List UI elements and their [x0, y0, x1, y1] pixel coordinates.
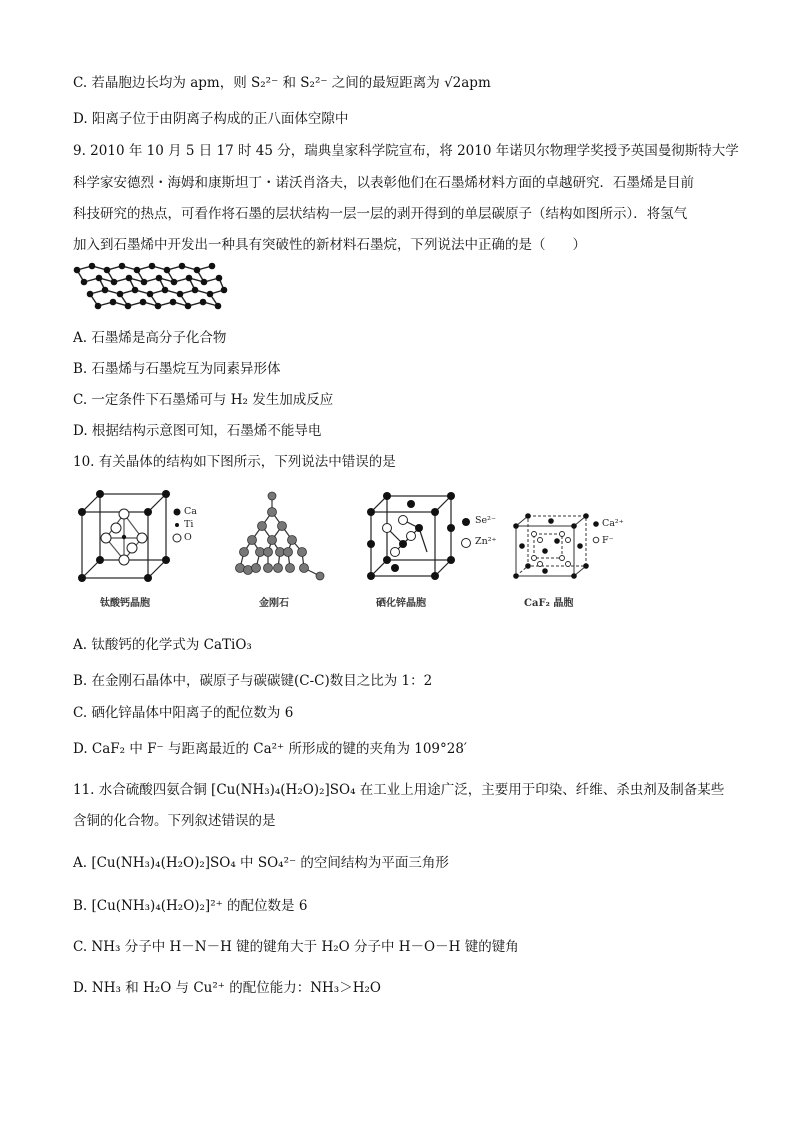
- legend-o-label: O: [184, 532, 192, 543]
- q10-option-c: C. 硒化锌晶体中阳离子的配位数为 6: [73, 705, 294, 721]
- q10-option-a: A. 钛酸钙的化学式为 CaTiO₃: [73, 637, 252, 653]
- zinc-selenide-cell-figure: [367, 492, 457, 582]
- zinc-selenide-caption: 硒化锌晶胞: [376, 598, 426, 609]
- legend-ti-label: Ti: [184, 519, 194, 530]
- calcium-titanate-caption: 钛酸钙晶胞: [100, 598, 150, 609]
- q9-stem-line-2: 科学家安德烈・海姆和康斯坦丁・诺沃肖洛夫，以表彰他们在石墨烯材料方面的卓越研究．石墨烯是目前: [73, 175, 694, 191]
- q11-option-d: D. NH₃ 和 H₂O 与 Cu²⁺ 的配位能力：NH₃＞H₂O: [73, 980, 381, 996]
- diamond-caption: 金刚石: [259, 598, 289, 609]
- q11-stem: 11. 水合硫酸四氨合铜 [Cu(NH₃)₄(H₂O)₂]SO₄ 在工业上用途广泛，主要用于印染、纤维、杀虫剂及制备某些含铜的化合物。下列叙述错误的是: [73, 782, 725, 829]
- q8-option-c: C. 若晶胞边长均为 apm，则 S₂²⁻ 和 S₂²⁻ 之间的最短距离为 √2apm: [73, 75, 491, 91]
- q9-option-d: D. 根据结构示意图可知，石墨烯不能导电: [73, 423, 322, 439]
- legend-ca-label: Ca: [184, 506, 197, 517]
- q9-option-c: C. 一定条件下石墨烯可与 H₂ 发生加成反应: [73, 392, 334, 408]
- calcium-fluoride-caption: CaF₂ 晶胞: [524, 598, 574, 609]
- calcium-titanate-legend: [172, 508, 182, 548]
- q11-option-a: A. [Cu(NH₃)₄(H₂O)₂]SO₄ 中 SO₄²⁻ 的空间结构为平面三角形: [73, 855, 449, 871]
- q9-option-a: A. 石墨烯是高分子化合物: [73, 330, 227, 346]
- q11-option-c: C. NH₃ 分子中 H－N－H 键的键角大于 H₂O 分子中 H－O－H 键的键角: [73, 939, 519, 955]
- q9-stem-line-1: 9. 2010 年 10 月 5 日 17 时 45 分，瑞典皇家科学院宣布，将 2010 年诺贝尔物理学奖授予英国曼彻斯特大学: [73, 143, 739, 159]
- q9-stem-line-4: 加入到石墨烯中开发出一种具有突破性的新材料石墨烷，下列说法中正确的是（ ）: [73, 237, 586, 253]
- q10-option-d: D. CaF₂ 中 F⁻ 与距离最近的 Ca²⁺ 所形成的键的夹角为 109°28′: [73, 741, 467, 757]
- legend-f-label: F⁻: [602, 535, 614, 546]
- q9-stem-line-3: 科技研究的热点，可看作将石墨的层状结构一层一层的剥开得到的单层碳原子（结构如图所示）．将氢气: [73, 206, 688, 222]
- calcium-titanate-cell-figure: [76, 490, 176, 585]
- calcium-fluoride-legend: [592, 520, 600, 546]
- diamond-structure-figure: [232, 490, 332, 582]
- legend-zn-label: Zn²⁺: [475, 536, 497, 547]
- zinc-selenide-legend: [460, 516, 472, 550]
- q8-option-d: D. 阳离子位于由阴离子构成的正八面体空隙中: [73, 111, 349, 127]
- q9-option-b: B. 石墨烯与石墨烷互为同素异形体: [73, 361, 281, 377]
- calcium-fluoride-cell-figure: [512, 512, 592, 580]
- q10-option-b: B. 在金刚石晶体中，碳原子与碳碳键(C-C)数目之比为 1：2: [73, 673, 433, 689]
- q11-option-b: B. [Cu(NH₃)₄(H₂O)₂]²⁺ 的配位数是 6: [73, 898, 308, 914]
- legend-se-label: Se²⁻: [475, 515, 496, 526]
- legend-ca2-label: Ca²⁺: [602, 518, 624, 529]
- graphene-structure-figure: [72, 262, 232, 314]
- q10-stem: 10. 有关晶体的结构如下图所示，下列说法中错误的是: [73, 454, 396, 470]
